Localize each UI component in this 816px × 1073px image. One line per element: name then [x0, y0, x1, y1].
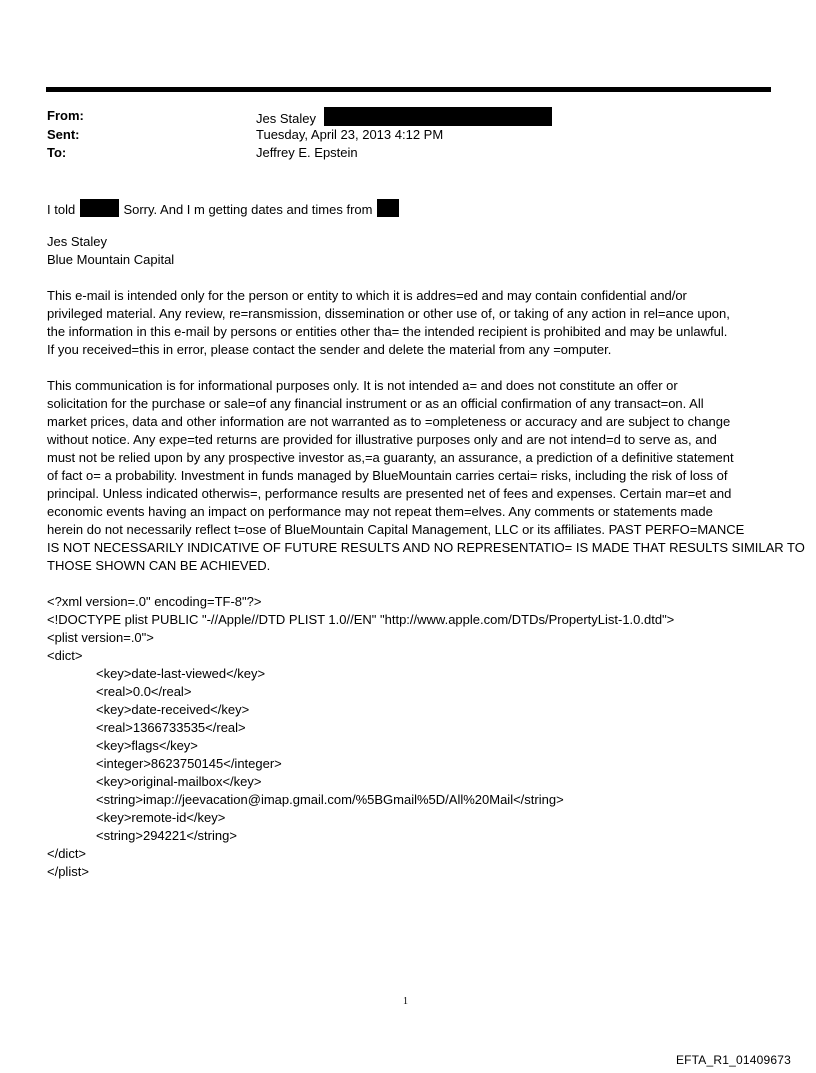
xml-declaration: <?xml version=.0" encoding=TF-8"?> — [47, 594, 262, 609]
plist-entry: <key>flags</key> — [96, 738, 198, 753]
disclaimer-line: the information in this e-mail by persons or entities other tha= the intended recipient is prohibited and may be unlawful. — [47, 324, 728, 339]
sent-label: Sent: — [47, 127, 80, 142]
plist-block — [47, 575, 674, 899]
doctype-line: <!DOCTYPE plist PUBLIC "-//Apple//DTD PLIST 1.0//EN" "http://www.apple.com/DTDs/PropertyList-1.0.dtd"> — [47, 612, 675, 627]
disclaimer-line: principal. Unless indicated otherwis=, performance results are presented net of fees and expenses. Certain mar=et and — [47, 486, 732, 501]
from-label: From: — [47, 108, 84, 123]
plist-close: </plist> — [47, 864, 89, 879]
disclaimer-paragraph-1 — [47, 287, 730, 359]
redaction-box — [324, 107, 552, 126]
disclaimer-line: THOSE SHOWN CAN BE ACHIEVED. — [47, 558, 271, 573]
plist-entry: <real>1366733535</real> — [96, 720, 246, 735]
disclaimer-line: must not be relied upon by any prospective investor as,=a guaranty, an assurance, a prediction of a definitive statement — [47, 450, 734, 465]
disclaimer-line: economic events having an impact on performance may not repeat them=elves. Any comments or statements made — [47, 504, 713, 519]
redaction-box — [80, 199, 119, 217]
message-part-1: I told — [47, 202, 76, 217]
disclaimer-line: of fact o= a probability. Investment in funds managed by BlueMountain carries certai= risks, including the risk of loss of — [47, 468, 728, 483]
disclaimer-line: market prices, data and other information are not warranted as to =ompleteness or accuracy and are subject to change — [47, 414, 731, 429]
plist-entry: <key>date-received</key> — [96, 702, 250, 717]
disclaimer-line: privileged material. Any review, re=ransmission, dissemination or other use of, or taking of any action in rel=ance upon, — [47, 306, 730, 321]
to-value: Jeffrey E. Epstein — [256, 145, 358, 160]
message-part-2: Sorry. And I m getting dates and times from — [123, 202, 373, 217]
disclaimer-line: This communication is for informational purposes only. It is not intended a= and does not constitute an offer or — [47, 378, 678, 393]
plist-entry: <key>original-mailbox</key> — [96, 774, 262, 789]
disclaimer-line: If you received=this in error, please contact the sender and delete the material from any =omputer. — [47, 342, 612, 357]
from-value — [256, 107, 552, 128]
dict-open: <dict> — [47, 648, 83, 663]
disclaimer-line: IS NOT NECESSARILY INDICATIVE OF FUTURE RESULTS AND NO REPRESENTATIO= IS MADE THAT RESULTS SIMILAR TO — [47, 540, 805, 555]
page-number: 1 — [403, 996, 408, 1007]
plist-entry: <key>date-last-viewed</key> — [96, 666, 266, 681]
signature-company: Blue Mountain Capital — [47, 252, 175, 267]
signature-name: Jes Staley — [47, 234, 107, 249]
disclaimer-line: This e-mail is intended only for the person or entity to which it is addres=ed and may contain confidential and/or — [47, 288, 687, 303]
dict-close: </dict> — [47, 846, 87, 861]
plist-entry: <integer>8623750145</integer> — [96, 756, 282, 771]
document-id: EFTA_R1_01409673 — [675, 1053, 791, 1067]
disclaimer-paragraph-2 — [47, 377, 805, 575]
plist-open: <plist version=.0"> — [47, 630, 154, 645]
plist-entry: <string>imap://jeevacation@imap.gmail.com/%5BGmail%5D/All%20Mail</string> — [96, 792, 564, 807]
message-line — [47, 199, 399, 219]
to-label: To: — [47, 145, 67, 160]
from-name: Jes Staley — [256, 111, 316, 126]
disclaimer-line: herein do not necessarily reflect t=ose of BlueMountain Capital Management, LLC or its affiliates. PAST PERFO=MANCE — [47, 522, 745, 537]
plist-entry: <real>0.0</real> — [96, 684, 192, 699]
disclaimer-line: solicitation for the purchase or sale=of any financial instrument or as an official confirmation of any transact=on. All — [47, 396, 704, 411]
sent-value: Tuesday, April 23, 2013 4:12 PM — [256, 127, 444, 142]
plist-entry: <string>294221</string> — [96, 828, 237, 843]
header-rule — [46, 87, 771, 92]
disclaimer-line: without notice. Any expe=ted returns are provided for illustrative purposes only and are not intend=d to serve as, and — [47, 432, 717, 447]
redaction-box — [377, 199, 399, 217]
plist-entry: <key>remote-id</key> — [96, 810, 226, 825]
